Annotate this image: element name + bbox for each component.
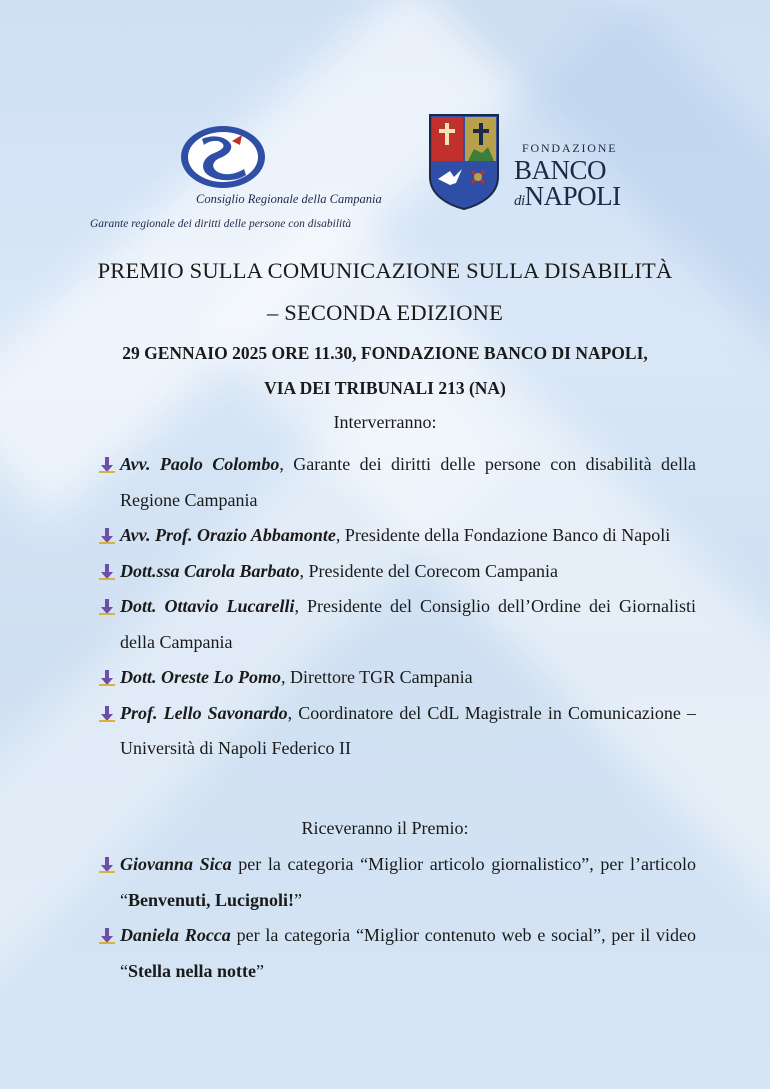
list-item [96,847,696,918]
arrow-bullet-icon [98,456,116,474]
speaker-name: Avv. Paolo Colombo [120,454,280,474]
consiglio-regionale-logo [80,120,380,240]
speaker-name: Avv. Prof. Orazio Abbamonte [120,525,336,545]
di-text: di [514,193,525,209]
arrow-bullet-icon [98,563,116,581]
speaker-role: , Garante dei diritti delle persone con disabilità della Regione Campania [120,454,696,510]
speaker-name: Dott.ssa Carola Barbato [120,560,300,581]
event-title-line-1: PREMIO SULLA COMUNICAZIONE SULLA DISABILITÀ [97,258,673,283]
speaker-name: Prof. Lello Savonardo [120,702,288,723]
speaker-name: Dott. Ottavio Lucarelli [120,596,295,616]
speaker-name: Dott. Oreste Lo Pomo [120,667,281,687]
banco-napoli-crest-icon [428,113,500,211]
award-work-title: Benvenuti, Lucignoli! [128,889,295,910]
award-work-title: Stella nella notte [128,960,256,981]
list-item [96,518,696,554]
winner-name: Daniela Rocca [120,925,231,945]
list-item [96,447,696,518]
winner-name: Giovanna Sica [120,854,232,874]
list-item [96,589,696,660]
fondazione-banco-napoli-logo [428,113,648,213]
napoli-wordmark [514,181,621,212]
event-date-venue-line-2: VIA DEI TRIBUNALI 213 (NA) [264,378,506,398]
list-item [96,660,696,696]
arrow-bullet-icon [98,598,116,616]
arrow-bullet-icon [98,669,116,687]
speakers-heading: Interverranno: [333,412,437,432]
speaker-role: , Presidente del Consiglio dell’Ordine dei Giornalisti della Campania [120,596,697,652]
speaker-role: , Coordinatore del CdL Magistrale in Comunicazione – Università di Napoli Federico II [120,702,696,758]
arrow-bullet-icon [98,927,116,945]
event-title-line-2: – SECONDA EDIZIONE [266,300,504,325]
speaker-role: , Direttore TGR Campania [280,667,473,687]
arrow-bullet-icon [98,856,116,874]
awards-heading: Riceveranno il Premio: [301,818,469,838]
event-date-venue-line-1: 29 GENNAIO 2025 ORE 11.30, FONDAZIONE BANCO DI NAPOLI, [122,343,648,363]
award-quote-close: ” [294,889,303,910]
list-item [96,554,696,590]
napoli-text: NAPOLI [524,181,621,211]
garante-regionale-text: Garante regionale dei diritti delle persone con disabilità [90,218,352,230]
list-item [96,696,696,767]
list-item [96,918,696,989]
speakers-list [96,447,696,767]
award-description: per la categoria “Miglior contenuto web e social”, per il video “ [120,925,696,981]
speaker-role: , Presidente della Fondazione Banco di Napoli [335,525,671,545]
award-description: per la categoria “Miglior articolo giornalistico”, per l’articolo “ [120,854,696,910]
banco-text: BANCO [514,155,607,185]
awards-list [96,847,696,989]
award-quote-close: ” [256,960,264,981]
campania-emblem-icon [180,125,266,189]
consiglio-regionale-text: Consiglio Regionale della Campania [196,192,382,206]
arrow-bullet-icon [98,527,116,545]
arrow-bullet-icon [98,705,116,723]
fondazione-text: FONDAZIONE [522,141,618,155]
speaker-role: , Presidente del Corecom Campania [299,560,558,581]
